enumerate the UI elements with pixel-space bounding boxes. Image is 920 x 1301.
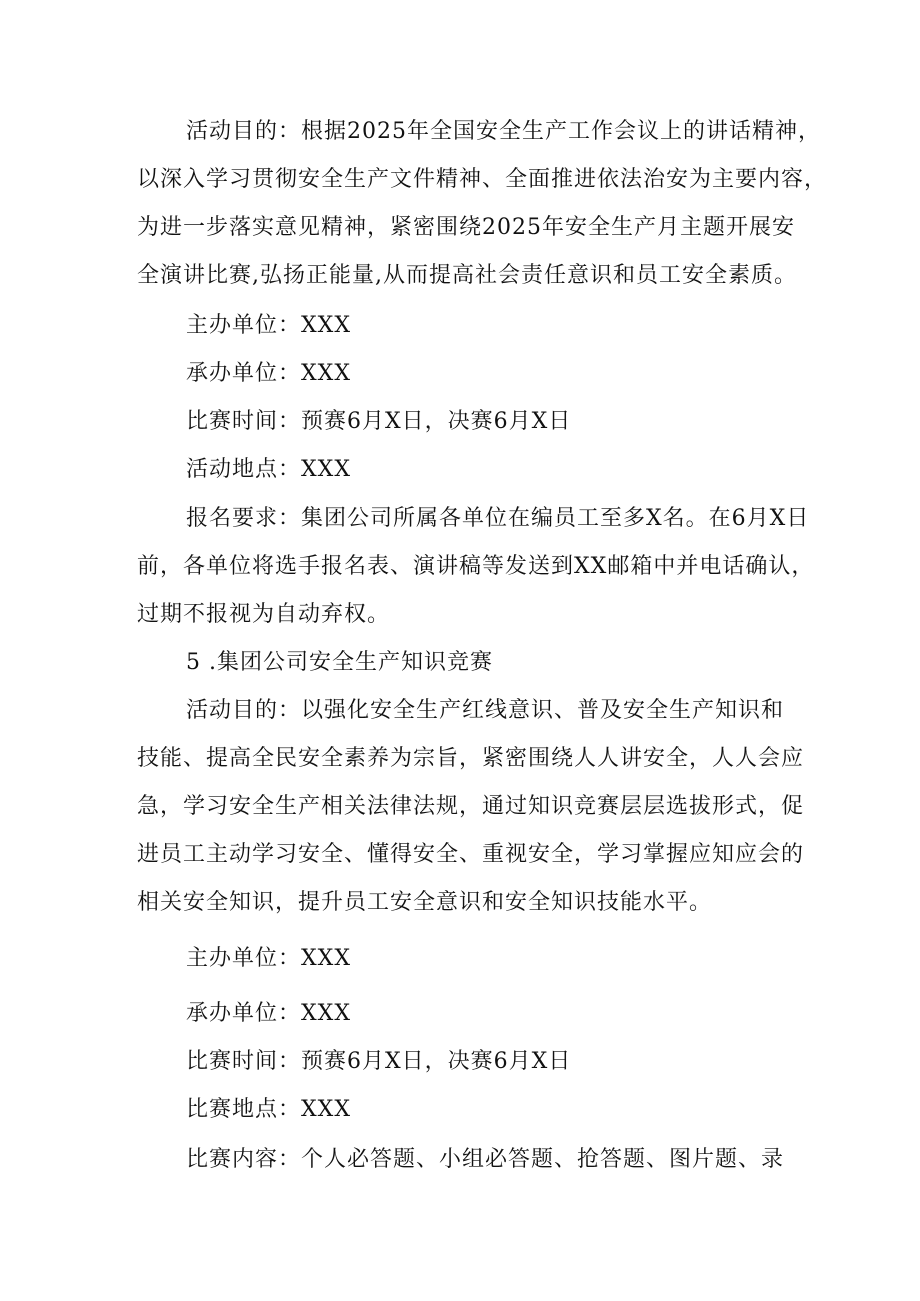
purpose2-line-4: 进员工主动学习安全、懂得安全、重视安全，学习掌握应知应会的 [137, 842, 805, 867]
purpose-line-1: 活动目的：根据2025年全国安全生产工作会议上的讲话精神， [186, 119, 821, 144]
purpose-line-2: 以深入学习贯彻安全生产文件精神、全面推进依法治安为主要内容， [137, 167, 828, 192]
signup-line-1: 报名要求：集团公司所属各单位在编员工至多X名。在6月X日 [186, 506, 810, 531]
competition-time-2: 比赛时间：预赛6月X日，决赛6月X日 [186, 1049, 572, 1074]
host-unit-2: 主办单位：XXX [186, 946, 351, 971]
contest-content: 比赛内容：个人必答题、小组必答题、抢答题、图片题、录 [186, 1147, 785, 1172]
purpose-line-3: 为进一步落实意见精神，紧密围绕2025年安全生产月主题开展安 [137, 215, 795, 240]
competition-time-1: 比赛时间：预赛6月X日，决赛6月X日 [186, 409, 572, 434]
purpose2-line-2: 技能、提高全民安全素养为宗旨，紧密围绕人人讲安全，人人会应 [137, 746, 805, 771]
purpose2-line-1: 活动目的：以强化安全生产红线意识、普及安全生产知识和 [186, 698, 785, 723]
purpose2-line-3: 急，学习安全生产相关法律法规，通过知识竞赛层层选拔形式，促 [137, 794, 805, 819]
organizer-unit-2: 承办单位：XXX [186, 1001, 351, 1026]
venue-1: 活动地点：XXX [186, 457, 351, 482]
signup-line-3: 过期不报视为自动弃权。 [137, 602, 391, 627]
signup-line-2: 前，各单位将选手报名表、演讲稿等发送到XX邮箱中并电话确认， [137, 554, 815, 579]
host-unit-1: 主办单位：XXX [186, 313, 351, 338]
purpose2-line-5: 相关安全知识，提升员工安全意识和安全知识技能水平。 [137, 890, 713, 915]
purpose-line-4: 全演讲比赛,弘扬正能量,从而提高社会责任意识和员工安全素质。 [137, 263, 797, 288]
organizer-unit-1: 承办单位：XXX [186, 361, 351, 386]
venue-2: 比赛地点：XXX [186, 1097, 351, 1122]
section-heading-5: 5 .集团公司安全生产知识竞赛 [186, 650, 493, 675]
